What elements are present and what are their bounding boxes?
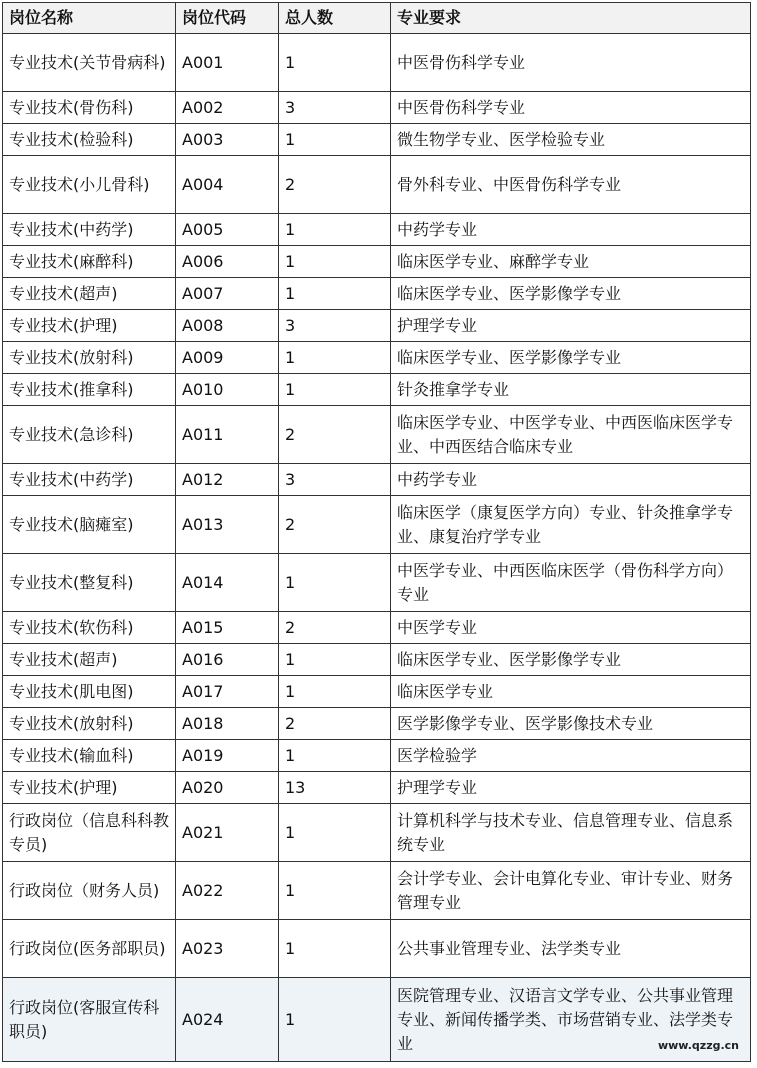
cell-requirements: 中医学专业、中西医临床医学（骨伤科学方向）专业 <box>391 554 751 612</box>
cell-position-name: 行政岗位（信息科科教专员) <box>3 804 176 862</box>
watermark: www.qzzg.cn <box>657 1039 739 1052</box>
cell-position-code: A020 <box>176 772 279 804</box>
table-row <box>3 496 751 554</box>
cell-position-code: A014 <box>176 554 279 612</box>
cell-requirements: 会计学专业、会计电算化专业、审计专业、财务管理专业 <box>391 862 751 920</box>
cell-position-name: 专业技术(软伤科) <box>3 612 176 644</box>
cell-position-name: 专业技术(输血科) <box>3 740 176 772</box>
cell-position-name: 专业技术(检验科) <box>3 124 176 156</box>
table-row <box>3 464 751 496</box>
table-row <box>3 278 751 310</box>
cell-position-code: A017 <box>176 676 279 708</box>
table-row <box>3 612 751 644</box>
cell-position-name: 专业技术(推拿科) <box>3 374 176 406</box>
cell-requirements: 临床医学专业、中医学专业、中西医临床医学专业、中西医结合临床专业 <box>391 406 751 464</box>
cell-requirements: 中药学专业 <box>391 214 751 246</box>
table-row <box>3 156 751 214</box>
cell-position-name: 专业技术(中药学) <box>3 464 176 496</box>
cell-position-name: 专业技术(放射科) <box>3 342 176 374</box>
cell-position-code: A021 <box>176 804 279 862</box>
cell-position-code: A013 <box>176 496 279 554</box>
cell-requirements: 计算机科学与技术专业、信息管理专业、信息系统专业 <box>391 804 751 862</box>
cell-total-count: 2 <box>279 612 391 644</box>
cell-total-count: 1 <box>279 124 391 156</box>
table-row <box>3 920 751 978</box>
table-row <box>3 342 751 374</box>
cell-position-code: A005 <box>176 214 279 246</box>
header-requirements: 专业要求 <box>391 3 751 34</box>
cell-requirements: 中医骨伤科学专业 <box>391 92 751 124</box>
table-row <box>3 214 751 246</box>
cell-position-name: 专业技术(护理) <box>3 310 176 342</box>
cell-position-code: A006 <box>176 246 279 278</box>
cell-requirements: 临床医学专业、麻醉学专业 <box>391 246 751 278</box>
cell-position-name: 行政岗位（财务人员) <box>3 862 176 920</box>
job-table <box>2 2 751 1062</box>
cell-position-code: A002 <box>176 92 279 124</box>
cell-total-count: 1 <box>279 278 391 310</box>
header-position-name: 岗位名称 <box>3 3 176 34</box>
cell-requirements: 中医学专业 <box>391 612 751 644</box>
cell-total-count: 1 <box>279 676 391 708</box>
cell-total-count: 13 <box>279 772 391 804</box>
cell-total-count: 1 <box>279 342 391 374</box>
cell-requirements: 临床医学专业 <box>391 676 751 708</box>
cell-position-name: 专业技术(超声) <box>3 644 176 676</box>
cell-requirements: 针灸推拿学专业 <box>391 374 751 406</box>
cell-position-code: A001 <box>176 34 279 92</box>
header-row <box>3 3 751 34</box>
cell-total-count: 1 <box>279 862 391 920</box>
cell-total-count: 2 <box>279 496 391 554</box>
table-row <box>3 34 751 92</box>
cell-position-name: 专业技术(护理) <box>3 772 176 804</box>
cell-total-count: 1 <box>279 740 391 772</box>
cell-position-code: A024 <box>176 978 279 1062</box>
cell-requirements: 骨外科专业、中医骨伤科学专业 <box>391 156 751 214</box>
cell-total-count: 2 <box>279 156 391 214</box>
cell-position-name: 专业技术(脑瘫室) <box>3 496 176 554</box>
cell-position-code: A018 <box>176 708 279 740</box>
cell-position-name: 专业技术(急诊科) <box>3 406 176 464</box>
table-row <box>3 804 751 862</box>
header-total-count: 总人数 <box>279 3 391 34</box>
cell-position-code: A009 <box>176 342 279 374</box>
table-row <box>3 92 751 124</box>
cell-requirements: 公共事业管理专业、法学类专业 <box>391 920 751 978</box>
table-row <box>3 246 751 278</box>
cell-requirements: 医学检验学 <box>391 740 751 772</box>
cell-total-count: 3 <box>279 92 391 124</box>
cell-position-code: A011 <box>176 406 279 464</box>
cell-requirements: 临床医学（康复医学方向）专业、针灸推拿学专业、康复治疗学专业 <box>391 496 751 554</box>
cell-position-name: 专业技术(关节骨病科) <box>3 34 176 92</box>
cell-requirements: 临床医学专业、医学影像学专业 <box>391 278 751 310</box>
cell-total-count: 1 <box>279 804 391 862</box>
table-row <box>3 644 751 676</box>
table-row <box>3 740 751 772</box>
cell-total-count: 2 <box>279 406 391 464</box>
cell-requirements: 临床医学专业、医学影像学专业 <box>391 644 751 676</box>
cell-position-code: A004 <box>176 156 279 214</box>
header-position-code: 岗位代码 <box>176 3 279 34</box>
table-row <box>3 374 751 406</box>
table-row <box>3 124 751 156</box>
cell-requirements: 中药学专业 <box>391 464 751 496</box>
cell-position-name: 行政岗位(医务部职员) <box>3 920 176 978</box>
table-row <box>3 406 751 464</box>
cell-requirements: 微生物学专业、医学检验专业 <box>391 124 751 156</box>
table-row <box>3 554 751 612</box>
cell-position-name: 专业技术(麻醉科) <box>3 246 176 278</box>
cell-position-code: A019 <box>176 740 279 772</box>
table-row <box>3 676 751 708</box>
table-row <box>3 978 751 1062</box>
cell-position-name: 行政岗位(客服宣传科职员) <box>3 978 176 1062</box>
cell-requirements: 中医骨伤科学专业 <box>391 34 751 92</box>
cell-total-count: 1 <box>279 34 391 92</box>
table-row <box>3 310 751 342</box>
cell-requirements: 护理学专业 <box>391 772 751 804</box>
table-row <box>3 862 751 920</box>
cell-position-code: A007 <box>176 278 279 310</box>
cell-position-name: 专业技术(小儿骨科) <box>3 156 176 214</box>
cell-position-code: A016 <box>176 644 279 676</box>
cell-position-code: A022 <box>176 862 279 920</box>
cell-position-name: 专业技术(放射科) <box>3 708 176 740</box>
cell-total-count: 3 <box>279 464 391 496</box>
cell-requirements: 医学影像学专业、医学影像技术专业 <box>391 708 751 740</box>
cell-position-code: A008 <box>176 310 279 342</box>
cell-position-code: A010 <box>176 374 279 406</box>
cell-total-count: 1 <box>279 554 391 612</box>
cell-total-count: 1 <box>279 214 391 246</box>
cell-position-name: 专业技术(骨伤科) <box>3 92 176 124</box>
cell-total-count: 3 <box>279 310 391 342</box>
cell-position-code: A015 <box>176 612 279 644</box>
cell-total-count: 1 <box>279 920 391 978</box>
cell-position-name: 专业技术(整复科) <box>3 554 176 612</box>
cell-total-count: 1 <box>279 644 391 676</box>
table-row <box>3 708 751 740</box>
cell-position-code: A023 <box>176 920 279 978</box>
cell-position-name: 专业技术(超声) <box>3 278 176 310</box>
cell-position-name: 专业技术(肌电图) <box>3 676 176 708</box>
cell-total-count: 1 <box>279 978 391 1062</box>
cell-position-code: A012 <box>176 464 279 496</box>
cell-position-name: 专业技术(中药学) <box>3 214 176 246</box>
table-row <box>3 772 751 804</box>
cell-requirements: 临床医学专业、医学影像学专业 <box>391 342 751 374</box>
cell-total-count: 2 <box>279 708 391 740</box>
table-body <box>3 34 751 1062</box>
cell-requirements: 护理学专业 <box>391 310 751 342</box>
cell-total-count: 1 <box>279 374 391 406</box>
cell-total-count: 1 <box>279 246 391 278</box>
cell-requirements: 医院管理专业、汉语言文学专业、公共事业管理专业、新闻传播学类、市场营销专业、法学类专业 <box>391 978 751 1062</box>
cell-position-code: A003 <box>176 124 279 156</box>
